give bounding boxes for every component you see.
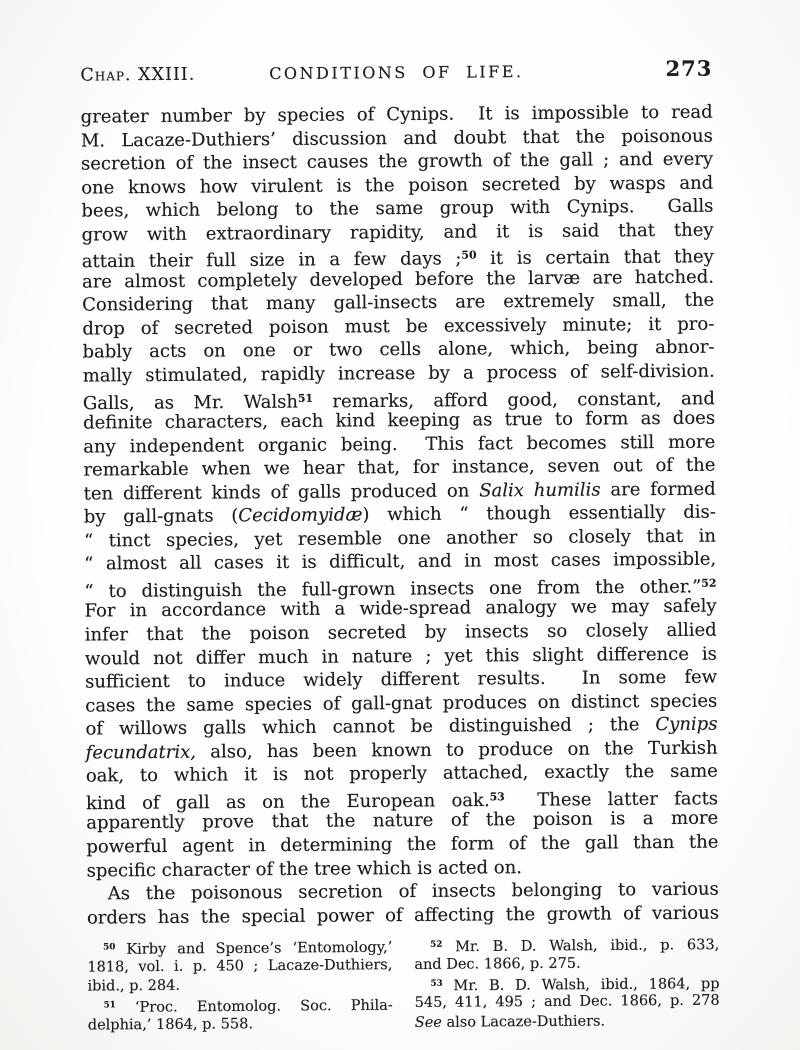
text-segment: ten different kinds of galls produced on xyxy=(83,480,480,505)
text-segment: 50 xyxy=(461,248,477,262)
footnote-line xyxy=(88,994,393,1016)
footnote-line xyxy=(87,956,392,978)
text-segment: any independent organic being. This fact becomes still more xyxy=(83,431,716,458)
text-segment: it is certain that they xyxy=(476,246,714,270)
text-segment: See xyxy=(414,1014,442,1031)
text-segment: For in accordance with a wide-spread analogy we may safely xyxy=(84,596,717,622)
text-segment: 53 xyxy=(489,790,505,804)
text-segment: These latter facts xyxy=(504,787,719,811)
text-segment: Considering that many gall-insects are extremely small, the xyxy=(82,289,715,316)
text-segment: mally stimulated, rapidly increase by a process of self-division. xyxy=(82,360,715,387)
text-segment: Salix humilis xyxy=(479,479,601,502)
text-segment: 50 xyxy=(103,942,116,953)
text-segment: fecundatrix, xyxy=(85,741,197,764)
text-segment: Cecidomyidæ xyxy=(238,504,363,527)
footnote-line xyxy=(87,936,392,958)
text-segment: greater number by species of Cynips. It is impossible to read xyxy=(80,101,713,128)
footnote-column-left xyxy=(87,936,393,1035)
footnote-line xyxy=(414,972,719,994)
footnote-line xyxy=(87,975,392,997)
text-segment: Galls, as Mr. Walsh xyxy=(82,390,298,414)
text-segment: orders has the special power of affecting the growth of various xyxy=(86,902,719,929)
text-segment: Cynips xyxy=(655,713,718,736)
text-segment: are formed xyxy=(600,478,716,501)
text-segment: definite characters, each kind keeping as true to form as does xyxy=(82,407,716,434)
text-segment: “ almost all cases it is difficult, and in most cases impossible, xyxy=(84,548,717,575)
text-segment: also Lacaze-Duthiers. xyxy=(441,1013,606,1031)
footnote-line xyxy=(414,953,719,975)
text-segment: ibid., p. 284. xyxy=(87,977,180,995)
text-segment: cases the same species of gall-gnat produces on distinct species xyxy=(85,690,718,717)
page-number: 273 xyxy=(665,55,713,81)
footnote-line xyxy=(414,934,719,956)
text-segment: apparently prove that the nature of the poison is a more xyxy=(86,807,719,834)
text-segment: As the poisonous secretion of insects belonging to various xyxy=(107,878,719,905)
text-segment: powerful agent in determining the form of the gall than the xyxy=(86,831,719,858)
text-segment: drop of secreted poison must be excessively minute; it pro- xyxy=(82,313,715,340)
text-segment: 51 xyxy=(297,391,313,405)
text-segment: would not differ much in nature ; yet this slight difference is xyxy=(84,643,717,670)
footnote-column-right xyxy=(414,934,720,1033)
text-segment: 545, 411, 495 ; and Dec. 1866, p. 278 xyxy=(414,992,720,1012)
text-segment: 52 xyxy=(430,939,443,950)
text-segment: 53 xyxy=(430,978,443,989)
text-line xyxy=(86,830,718,859)
text-segment: “ tinct species, yet resemble one another so closely that in xyxy=(83,525,717,552)
text-segment: of willows galls which cannot be distinguished ; the xyxy=(85,714,656,740)
text-segment: attain their full size in a few days ; xyxy=(81,248,462,273)
footnote-line xyxy=(415,1011,720,1033)
text-segment: 52 xyxy=(701,576,717,590)
text-segment: oak, to which it is not properly attached, exactly the same xyxy=(85,760,718,787)
footnote-line xyxy=(88,1014,393,1036)
text-segment: by gall-gnats ( xyxy=(83,505,239,528)
text-segment: specific character of the tree which is acted on. xyxy=(86,856,522,881)
text-segment: M. Lacaze-Duthiers’ discussion and doubt that the poisonous xyxy=(80,125,713,152)
text-segment: ) which “ though essentially dis- xyxy=(362,501,716,526)
text-segment: remarkable when we hear that, for instance, seven out of the xyxy=(83,454,716,481)
text-segment: 1818, vol. i. p. 450 ; Lacaze-Duthiers, xyxy=(87,956,393,975)
page-content xyxy=(80,56,720,1036)
text-segment: delphia,’ 1864, p. 558. xyxy=(87,1015,253,1034)
text-segment: one knows how virulent is the poison secreted by wasps and xyxy=(81,172,714,199)
text-segment: Mr. B. D. Walsh, ibid., 1864, pp xyxy=(442,975,720,995)
text-segment: infer that the poison secreted by insects so closely allied xyxy=(84,619,717,646)
text-segment: are almost completely developed before the larvæ are hatched. xyxy=(81,266,714,293)
text-segment: “ to distinguish the full-grown insects one from the other.” xyxy=(84,576,702,603)
text-line xyxy=(87,901,719,930)
text-segment: and Dec. 1866, p. 275. xyxy=(414,955,581,973)
footnotes xyxy=(87,934,720,1036)
chapter-heading: Chap. XXIII. xyxy=(80,64,196,86)
text-segment: also, has been known to produce on the Turkish xyxy=(195,737,718,763)
page-header xyxy=(80,56,712,95)
text-segment: Mr. B. D. Walsh, ibid., p. 633, xyxy=(442,937,720,956)
footnote-line xyxy=(415,992,720,1014)
text-segment: bably acts on one or two cells alone, which, being abnor- xyxy=(82,336,715,363)
text-segment: remarks, afford good, constant, and xyxy=(312,387,715,412)
running-title: CONDITIONS OF LIFE. xyxy=(269,62,524,84)
text-segment: bees, which belong to the same group with Cynips. Galls xyxy=(81,195,714,222)
text-segment: Kirby and Spence’s ‘Entomology,’ xyxy=(115,939,393,958)
text-segment: sufficient to induce widely different results. In some few xyxy=(84,666,718,693)
text-segment: 51 xyxy=(103,1000,116,1011)
text-segment: grow with extraordinary rapidity, and it is said that they xyxy=(81,219,714,246)
text-segment: ‘Proc. Entomolog. Soc. Phila- xyxy=(115,997,393,1017)
text-segment: secretion of the insect causes the growth of the gall ; and every xyxy=(80,148,714,175)
body-text xyxy=(81,101,719,930)
text-segment: kind of gall as on the European oak. xyxy=(85,789,490,814)
